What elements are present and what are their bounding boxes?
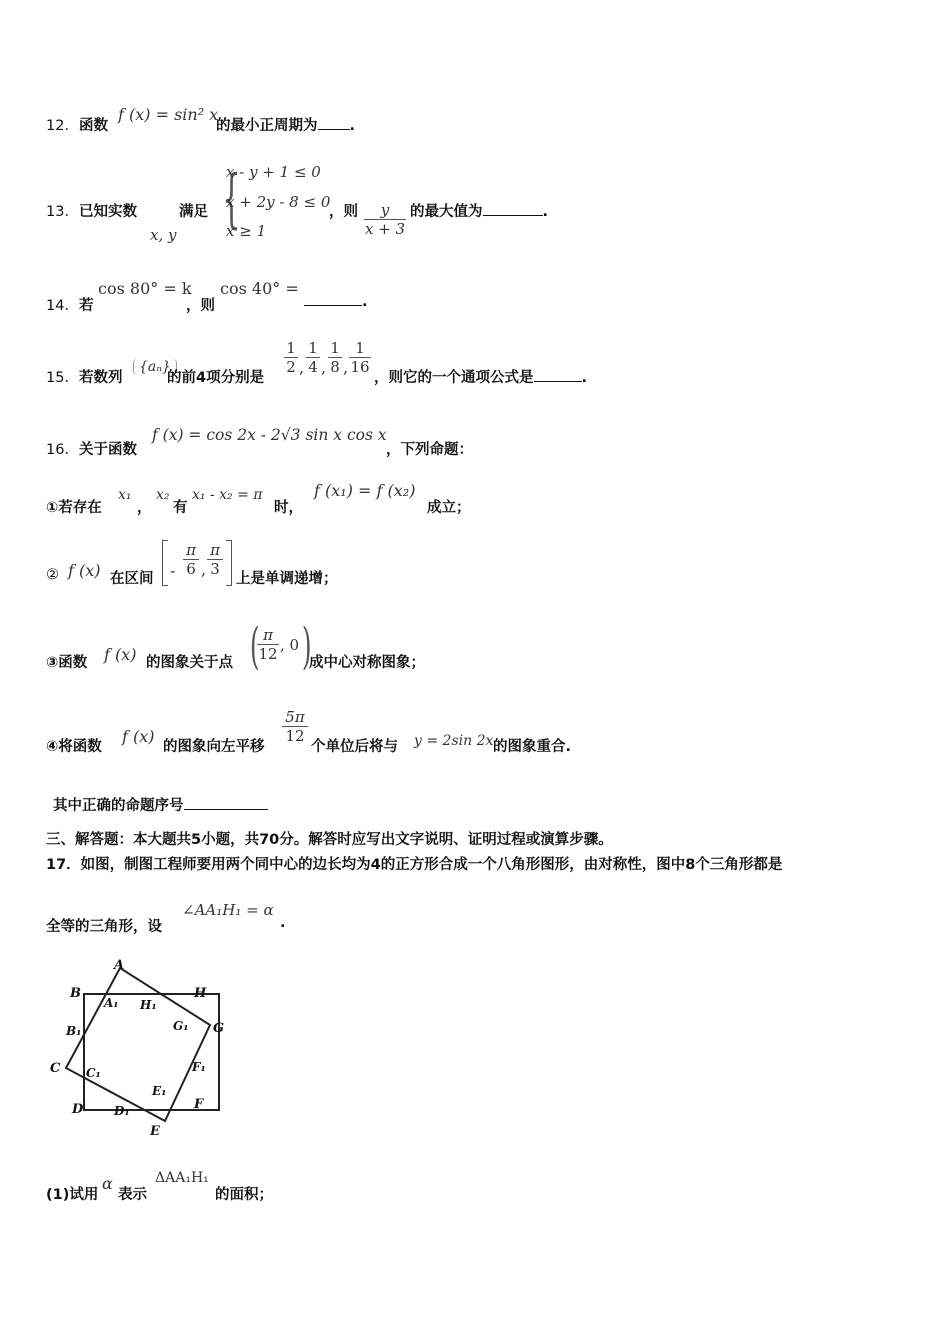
comma: ,	[299, 358, 305, 377]
s4-mid: 的图象向左平移	[163, 739, 265, 755]
frac-numerator: 1	[355, 339, 365, 357]
q16-function: f (x) = cos 2x - 2√3 sin x cos x	[152, 426, 387, 444]
q15-tail	[374, 366, 587, 387]
s3-suffix: 成中心对称图象；	[309, 655, 425, 671]
q16-ask	[53, 794, 268, 815]
answer-blank	[318, 129, 350, 130]
minus-sign: -	[170, 561, 176, 580]
question-number: 12．	[46, 118, 79, 134]
s4-target-function: y = 2sin 2x	[414, 733, 494, 749]
answer-blank	[184, 809, 268, 810]
section-3-heading: 三、解答题：本大题共5小题，共70分。解答时应写出文字说明、证明过程或演算步骤。	[46, 832, 613, 848]
question-14	[46, 294, 93, 315]
question-12	[46, 105, 356, 135]
question-13	[46, 200, 208, 244]
s1-when: 时，	[274, 500, 303, 516]
s1-x1: x₁	[118, 487, 132, 503]
label-E: E	[150, 1124, 160, 1139]
s3-prefix: ③函数	[46, 655, 88, 671]
q12-suffix: 的最小正周期为	[216, 118, 318, 134]
paren-right: )	[301, 617, 312, 675]
paren-left: (	[249, 617, 260, 675]
q13-tail	[410, 200, 548, 221]
answer-blank	[304, 305, 362, 306]
label-B: B	[70, 986, 81, 1001]
angle-definition: ∠AA₁H₁ = α	[182, 901, 274, 919]
s1-condition: x₁ - x₂ = π	[192, 487, 263, 503]
term-fraction	[284, 339, 298, 376]
q17-end: .	[280, 915, 286, 931]
frac-numerator: 1	[308, 339, 318, 357]
part1-suffix: 的面积；	[215, 1187, 273, 1203]
s2-suffix: 上是单调递增；	[236, 571, 338, 587]
label-G: G	[213, 1021, 225, 1036]
s3-mid: 的图象关于点	[146, 655, 233, 671]
statement-4	[46, 735, 102, 756]
triangle-symbol: ΔAA₁H₁	[155, 1170, 209, 1186]
label-G1: G₁	[173, 1019, 189, 1033]
frac-denominator: 12	[258, 645, 278, 663]
label-C: C	[50, 1061, 61, 1076]
constraint-2: x + 2y - 8 ≤ 0	[226, 193, 331, 211]
frac-denominator: 6	[186, 560, 196, 578]
right-bracket-serif	[226, 540, 231, 586]
s1-x2: x₂	[156, 487, 170, 503]
q16-ask-text: 其中正确的命题序号	[53, 798, 184, 814]
s1-have: 有	[173, 500, 188, 516]
frac-denominator: 12	[285, 727, 305, 745]
q15-end: .	[581, 370, 588, 386]
q14-end: .	[362, 294, 368, 310]
question-number: 15．	[46, 370, 79, 386]
comma: ,	[201, 560, 207, 579]
octagon-figure	[46, 953, 236, 1143]
frac-denominator: 8	[330, 358, 340, 376]
q13-suffix: 的最大值为	[410, 204, 483, 220]
part1-mid: 表示	[118, 1187, 147, 1203]
q13-mid: 满足	[179, 204, 208, 220]
center-y: , 0	[280, 636, 300, 654]
q16-suffix: ，下列命题：	[386, 442, 473, 458]
s4-mid2: 个单位后将与	[311, 739, 398, 755]
part1-prefix: (1)试用	[46, 1187, 99, 1203]
s2-mid: 在区间	[110, 571, 154, 587]
q12-prefix: 函数	[78, 118, 108, 134]
label-A: A	[114, 958, 125, 973]
frac-numerator: π	[210, 541, 220, 559]
question-17-line1: 17．如图，制图工程师要用两个同中心的边长均为4的正方形合成一个八角形图形，由对称性，图中8个三角形都是	[46, 857, 783, 873]
term-fraction	[349, 339, 371, 376]
label-C1: C₁	[86, 1066, 101, 1080]
q14-mid: ，则	[186, 298, 215, 314]
q17-part1	[46, 1183, 98, 1204]
frac-numerator: 5π	[285, 708, 305, 726]
q14-prefix: 若	[78, 298, 94, 314]
statement-2	[46, 567, 59, 583]
statement-3	[46, 651, 87, 672]
q15-prefix: 若数列	[78, 370, 123, 386]
constraint-1: x - y + 1 ≤ 0	[226, 163, 321, 181]
square-aceg	[66, 968, 210, 1121]
label-F1: F₁	[192, 1060, 206, 1074]
alpha-symbol: α	[102, 1174, 113, 1193]
system-brace: {	[222, 162, 241, 236]
frac-denominator: 3	[210, 560, 220, 578]
frac-numerator: 1	[330, 339, 340, 357]
q14-tail	[304, 294, 368, 310]
term-fraction	[328, 339, 342, 376]
interval-lower	[183, 541, 199, 578]
comma: ,	[343, 358, 349, 377]
q13-vars: x, y	[150, 226, 177, 244]
frac-numerator: π	[263, 626, 273, 644]
s4-suffix: 的图象重合.	[493, 739, 572, 755]
label-D1: D₁	[114, 1104, 130, 1118]
label-H1: H₁	[140, 998, 157, 1012]
label-D: D	[72, 1102, 84, 1117]
q15-mid: 的前4项分别是	[167, 370, 265, 386]
comma: ,	[321, 358, 327, 377]
left-bracket-serif	[163, 540, 168, 586]
q13-comma: ，则	[329, 204, 358, 220]
s1-equation: f (x₁) = f (x₂)	[314, 481, 416, 500]
label-E1: E₁	[152, 1084, 167, 1098]
center-x	[257, 626, 279, 663]
q15-suffix: ，则它的一个通项公式是	[374, 370, 534, 386]
label-B1: B₁	[66, 1024, 82, 1038]
s2-number: ②	[46, 567, 59, 583]
frac-numerator: 1	[286, 339, 296, 357]
frac-denominator: x + 3	[364, 220, 406, 238]
q14-given: cos 80° = k	[98, 279, 192, 298]
answer-blank	[483, 215, 543, 216]
question-number: 13．	[46, 204, 79, 220]
question-15	[46, 366, 122, 387]
s2-function: f (x)	[68, 561, 101, 580]
label-H: H	[194, 986, 207, 1001]
term-fraction	[306, 339, 320, 376]
frac-numerator: π	[186, 541, 196, 559]
constraint-3: x ≥ 1	[226, 222, 267, 240]
sequence-symbol: {aₙ}	[133, 359, 177, 375]
frac-denominator: 16	[350, 358, 370, 376]
frac-denominator: 4	[308, 358, 318, 376]
frac-numerator: y	[380, 201, 390, 219]
q16-prefix: 关于函数	[78, 442, 137, 458]
interval-upper	[207, 541, 223, 578]
s1-suffix: 成立；	[427, 500, 471, 516]
frac-denominator: 2	[286, 358, 296, 376]
q14-target: cos 40° =	[220, 279, 299, 298]
q13-fraction	[364, 201, 406, 238]
s1-sep: ，	[137, 500, 152, 516]
statement-1	[46, 496, 102, 517]
question-16	[46, 438, 137, 459]
q12-end: .	[349, 118, 356, 134]
question-number: 16．	[46, 442, 79, 458]
label-A1: A₁	[104, 996, 119, 1010]
s3-function: f (x)	[104, 645, 137, 664]
label-F: F	[194, 1097, 204, 1112]
question-number: 14．	[46, 298, 79, 314]
q13-prefix: 已知实数	[78, 204, 137, 220]
q13-end: .	[542, 204, 549, 220]
s4-prefix: ④将函数	[46, 739, 102, 755]
s1-prefix: ①若存在	[46, 500, 102, 516]
question-17-line2: 全等的三角形，设	[46, 919, 162, 935]
shift-amount	[282, 708, 308, 745]
s4-function: f (x)	[122, 727, 155, 746]
answer-blank	[534, 381, 582, 382]
q12-formula: f (x) = sin² x	[118, 105, 219, 124]
